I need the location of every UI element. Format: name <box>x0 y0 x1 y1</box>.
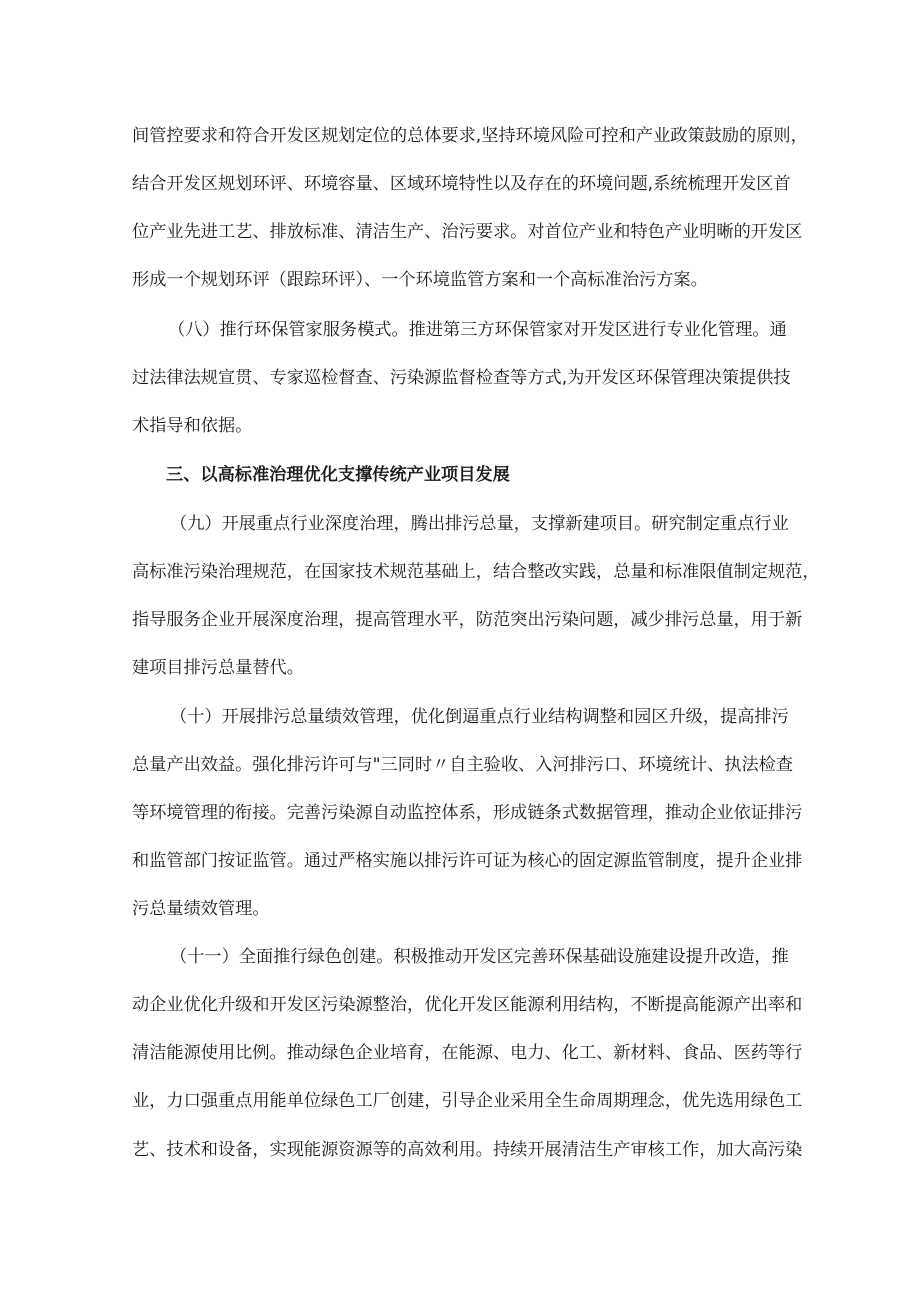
text-line: 过法律法规宣贯、专家巡检督查、污染源监督检查等方式,为开发区环保管理决策提供技 <box>132 368 791 388</box>
text-line: 指导服务企业开展深度治理，提高管理水平，防范突出污染问题，减少排污总量，用于新 <box>132 610 803 630</box>
text-line: 和监管部门按证监管。通过严格实施以排污许可证为核心的固定源监管制度，提升企业排 <box>132 851 803 871</box>
text-line: 污总量绩效管理。 <box>132 899 270 919</box>
text-line: 术指导和依据。 <box>132 416 253 436</box>
text-line: 间管控要求和符合开发区规划定位的总体要求,坚持环境风险可控和产业政策鼓励的原则， <box>132 126 808 146</box>
text-line: 艺、技术和设备，实现能源资源等的高效利用。持续开展清洁生产审核工作，加大高污染 <box>132 1140 803 1160</box>
paragraph-first-line: （十）开展排污总量绩效管理，优化倒逼重点行业结构调整和园区升级，提高排污 <box>170 707 789 727</box>
text-line: 清洁能源使用比例。推动绿色企业培育，在能源、电力、化工、新材料、食品、医药等行 <box>132 1043 803 1063</box>
text-line: 结合开发区规划环评、环境容量、区域环境特性以及存在的环境问题,系统梳理开发区首 <box>132 174 791 194</box>
text-line: 形成一个规划环评（跟踪环评）、一个环境监管方案和一个高标准治污方案。 <box>132 270 708 290</box>
text-line: 位产业先进工艺、排放标准、清洁生产、治污要求。对首位产业和特色产业明晰的开发区 <box>132 222 803 242</box>
text-line: 总量产出效益。强化排污许可与"三同时〃自主验收、入河排污口、环境统计、执法检查 <box>132 755 794 775</box>
paragraph-first-line: （九）开展重点行业深度治理，腾出排污总量，支撑新建项目。研究制定重点行业 <box>170 514 789 534</box>
text-line: 动企业优化升级和开发区污染源整治，优化开发区能源利用结构，不断提高能源产出率和 <box>132 995 803 1015</box>
paragraph-first-line: （八）推行环保管家服务模式。推进第三方环保管家对开发区进行专业化管理。通 <box>168 320 787 340</box>
paragraph-first-line: （十一）全面推行绿色创建。积极推动开发区完善环保基础设施建设提升改造，推 <box>170 947 789 967</box>
text-line: 建项目排污总量替代。 <box>132 658 304 678</box>
text-line: 高标准污染治理规范，在国家技术规范基础上，结合整改实践，总量和标准限值制定规范， <box>132 562 820 582</box>
text-line: 等环境管理的衔接。完善污染源自动监控体系，形成链条式数据管理，推动企业依证排污 <box>132 803 803 823</box>
text-line: 业，力口强重点用能单位绿色工厂创建，引导企业采用全生命周期理念，优先选用绿色工 <box>132 1091 803 1111</box>
section-heading: 三、以高标准治理优化支撑传统产业项目发展 <box>166 465 510 485</box>
